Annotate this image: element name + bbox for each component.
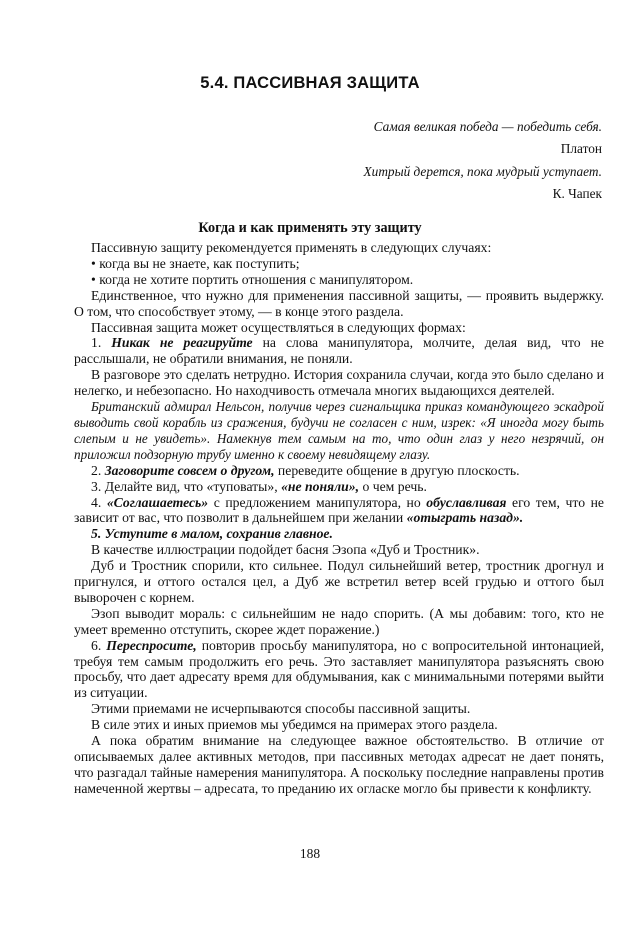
item-number: 6.: [91, 637, 107, 653]
emphasis: Никак не реагируйте: [111, 335, 253, 351]
chapter-title: 5.4. ПАССИВНАЯ ЗАЩИТА: [200, 74, 420, 92]
epigraph-quote: Хитрый дерется, пока мудрый уступает.: [363, 164, 602, 179]
epigraph-quote: Самая великая победа — победить себя.: [373, 119, 602, 134]
list-item: [74, 526, 604, 542]
paragraph: А пока обратим внимание на следующее важное обстоятельство. В отличие от описываемых далее активных методов, при пассивных методах адресат не дает понять, что разгадал тайные намерения манипулятора. А поскольку последние направлены против намеченной жертвы – адресата, то преданию их огласке могло бы привести к конфликту.: [74, 733, 604, 796]
paragraph: Этими приемами не исчерпываются способы пассивной защиты.: [91, 701, 471, 717]
paragraph: Пассивная защита может осуществляться в следующих формах:: [91, 319, 466, 335]
bullet-item: • когда не хотите портить отношения с манипулятором.: [91, 271, 414, 287]
item-text: переведите общение в другую плоскость.: [274, 462, 520, 478]
paragraph: Единственное, что нужно для применения пассивной защиты, — проявить выдержку. О том, что способствует этому, — в конце этого раздела.: [74, 287, 604, 319]
item-number: 2.: [91, 462, 105, 478]
paragraph: Эзоп выводит мораль: с сильнейшим не надо спорить. (А мы добавим: того, кто не умеет временно отступить, скорее ждет поражение.): [74, 605, 604, 637]
emphasis: «не поняли»,: [281, 478, 360, 494]
example-paragraph: Британский адмирал Нельсон, получив через сигнальщика приказ командующего эскадрой выводить свой корабль из сражения, будучи не согласен с ним, изрек: «Я иногда могу быть слепым и не увидеть». Намекнув тем самым на то, что один глаз у него незрячий, он приложил подзорную трубу именно к своему невидящему глазу.: [74, 399, 604, 462]
paragraph: В качестве иллюстрации подойдет басня Эзопа «Дуб и Тростник».: [91, 542, 480, 558]
emphasis: Переспросите,: [106, 637, 197, 653]
paragraph: Пассивную защиту рекомендуется применять в следующих случаях:: [91, 240, 492, 255]
list-item: [74, 335, 604, 367]
item-number: 4.: [91, 494, 107, 510]
paragraph: Дуб и Тростник спорили, кто сильнее. Подул сильнейший ветер, тростник дрогнул и пригнулся, и оттого остался цел, а Дуб же встретил ветер всей грудью и оттого был выворочен с корнем.: [74, 558, 604, 605]
epigraph: [364, 161, 602, 205]
page-number: 188: [299, 846, 321, 861]
list-item: [74, 479, 604, 495]
item-text: на слова манипулятора, молчите, делая вид, что не расслышали, не обратили внимания, не поняли.: [74, 335, 605, 367]
bullet-item: • когда вы не знаете, как поступить;: [91, 255, 300, 271]
paragraph: В разговоре это сделать нетрудно. История сохранила случаи, когда это было сделано и нелегко, и небезопасно. Но находчивость отмечала многих выдающихся деятелей.: [74, 367, 604, 399]
emphasis: Заговорите совсем о другом,: [104, 462, 275, 478]
epigraph-author: Платон: [560, 141, 602, 156]
item-text: о чем речь.: [359, 478, 427, 494]
list-item: [74, 495, 604, 527]
item-text: его тем, что не зависит от вас, что позволит в дальнейшем при желании: [74, 494, 604, 526]
emphasis: 5. Уступите в малом, сохранив главное.: [91, 526, 333, 542]
emphasis: «отыграть назад».: [406, 510, 524, 526]
list-item: [74, 638, 604, 702]
item-number: 1.: [91, 335, 112, 351]
item-text: с предложением манипулятора, но: [208, 494, 427, 510]
section-heading: Когда и как применять эту защиту: [198, 220, 422, 236]
paragraph: В силе этих и иных приемов мы убедимся на примерах этого раздела.: [91, 717, 498, 733]
body-text: [74, 240, 604, 797]
emphasis: обуславливая: [426, 494, 507, 510]
item-text: повторив просьбу манипулятора, но с вопросительной интонацией, требуя тем самым продолжить его речь. Это заставляет манипулятора разъяснять свою просьбу, что дает адресату время для обдумывания, как с минимальными потерями выйти из ситуации.: [74, 637, 604, 701]
item-text: 3. Делайте вид, что «туповаты»,: [91, 478, 282, 494]
list-item: [74, 463, 604, 479]
emphasis: «Соглашаетесь»: [106, 494, 209, 510]
epigraph-author: К. Чапек: [552, 186, 602, 201]
epigraph: [374, 116, 602, 160]
